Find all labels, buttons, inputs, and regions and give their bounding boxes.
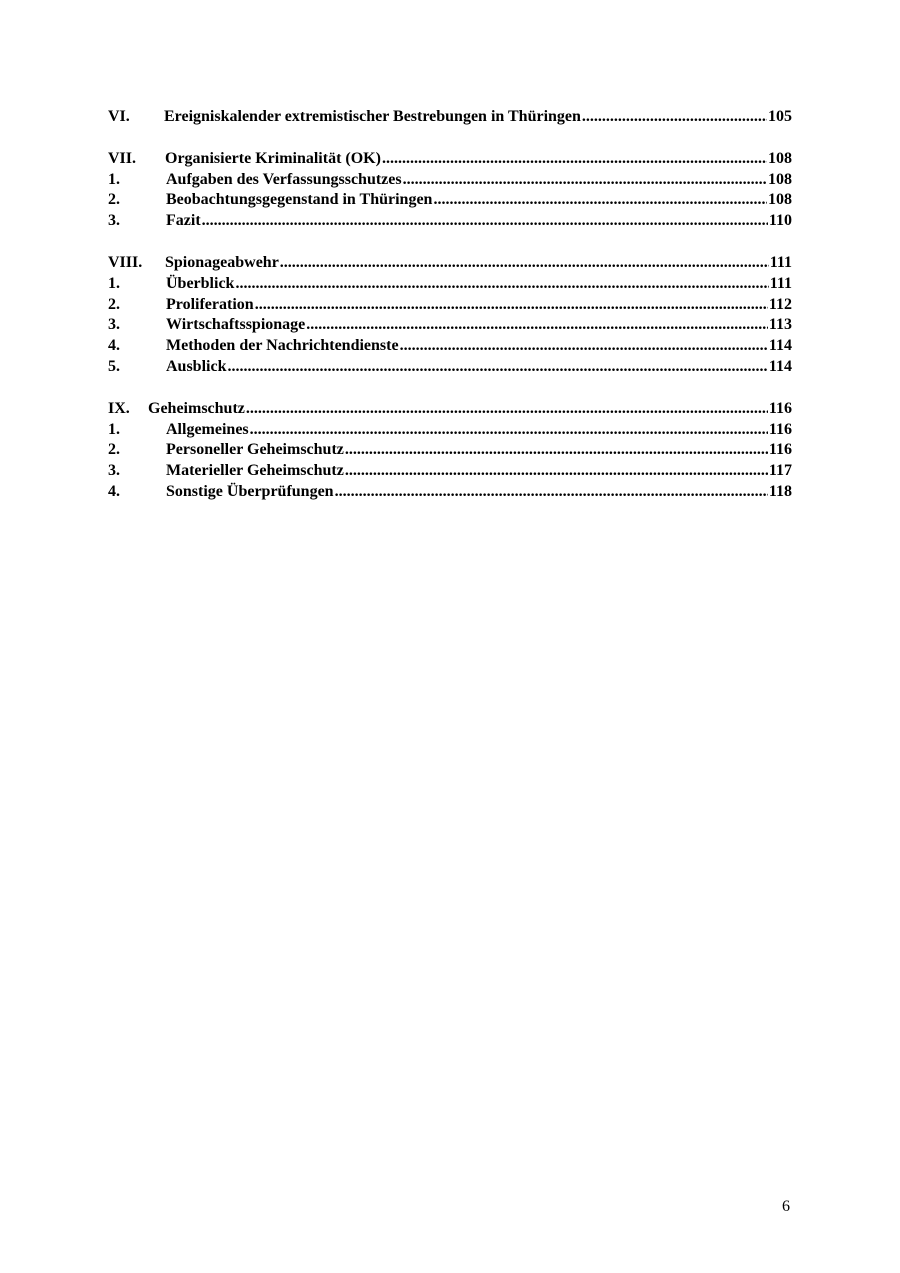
- page-ref: 112: [768, 295, 792, 313]
- dot-leader: [582, 107, 767, 128]
- subsection-title: Wirtschaftsspionage: [166, 316, 306, 334]
- toc-subentry: [108, 170, 792, 191]
- subsection-number: 1.: [108, 170, 120, 188]
- subsection-number: 5.: [108, 357, 120, 375]
- subsection-number: 4.: [108, 482, 120, 500]
- toc-subentry: [108, 357, 792, 378]
- toc-subentry: [108, 190, 792, 211]
- dot-leader: [382, 149, 767, 170]
- subsection-title: Materieller Geheimschutz: [166, 462, 344, 480]
- section-title: Organisierte Kriminalität (OK): [165, 149, 381, 167]
- dot-leader: [202, 211, 768, 232]
- toc-subentry: [108, 336, 792, 357]
- page-number: 6: [782, 1198, 790, 1215]
- page-ref: 114: [768, 337, 792, 355]
- page-ref: 105: [768, 108, 792, 125]
- toc-entry: [108, 253, 792, 274]
- page-ref: 110: [768, 212, 792, 230]
- subsection-title: Sonstige Überprüfungen: [166, 482, 334, 500]
- page-ref: 108: [768, 149, 792, 167]
- subsection-title: Personeller Geheimschutz: [166, 441, 344, 459]
- dot-leader: [235, 274, 768, 295]
- section-number: VIII.: [108, 253, 143, 271]
- page-ref: 108: [768, 170, 792, 188]
- subsection-title: Ausblick: [166, 357, 227, 375]
- toc-section: [108, 399, 792, 503]
- toc-section: [108, 107, 792, 128]
- dot-leader: [345, 440, 768, 461]
- toc-subentry: [108, 482, 792, 503]
- section-number: IX.: [108, 399, 130, 417]
- toc-subentry: [108, 420, 792, 441]
- dot-leader: [335, 482, 768, 503]
- page-ref: 111: [769, 253, 792, 271]
- dot-leader: [255, 295, 768, 316]
- table-of-contents: [108, 107, 792, 524]
- section-title: Spionageabwehr: [165, 253, 279, 271]
- section-number: VII.: [108, 149, 137, 167]
- subsection-title: Aufgaben des Verfassungsschutzes: [166, 170, 402, 188]
- page-ref: 118: [768, 482, 792, 500]
- dot-leader: [306, 315, 768, 336]
- dot-leader: [345, 461, 768, 482]
- dot-leader: [227, 357, 767, 378]
- toc-section: [108, 253, 792, 378]
- subsection-number: 2.: [108, 441, 120, 459]
- subsection-title: Fazit: [166, 212, 201, 230]
- subsection-title: Beobachtungsgegenstand in Thüringen: [166, 191, 433, 209]
- toc-subentry: [108, 440, 792, 461]
- page-ref: 114: [768, 357, 792, 375]
- subsection-number: 3.: [108, 462, 120, 480]
- page-ref: 117: [768, 462, 792, 480]
- page-ref: 113: [768, 316, 792, 334]
- subsection-number: 3.: [108, 316, 120, 334]
- toc-subentry: [108, 315, 792, 336]
- section-title: Geheimschutz: [148, 399, 245, 417]
- subsection-title: Allgemeines: [166, 420, 249, 438]
- section-number: VI.: [108, 108, 130, 125]
- subsection-title: Überblick: [166, 274, 235, 292]
- subsection-title: Proliferation: [166, 295, 254, 313]
- toc-entry: [108, 399, 792, 420]
- dot-leader: [246, 399, 768, 420]
- subsection-number: 2.: [108, 295, 120, 313]
- toc-entry: [108, 107, 792, 128]
- toc-entry: [108, 149, 792, 170]
- toc-subentry: [108, 295, 792, 316]
- page-ref: 108: [768, 191, 792, 209]
- toc-subentry: [108, 461, 792, 482]
- subsection-title: Methoden der Nachrichtendienste: [166, 337, 399, 355]
- toc-section: [108, 149, 792, 232]
- page-ref: 116: [768, 420, 792, 438]
- page-ref: 111: [769, 274, 792, 292]
- dot-leader: [403, 170, 767, 191]
- dot-leader: [433, 190, 767, 211]
- subsection-number: 2.: [108, 191, 120, 209]
- dot-leader: [250, 420, 768, 441]
- page-ref: 116: [768, 441, 792, 459]
- subsection-number: 1.: [108, 274, 120, 292]
- dot-leader: [400, 336, 768, 357]
- subsection-number: 4.: [108, 337, 120, 355]
- subsection-number: 3.: [108, 212, 120, 230]
- section-title: Ereigniskalender extremistischer Bestrebungen in Thüringen: [164, 108, 581, 125]
- toc-subentry: [108, 211, 792, 232]
- toc-subentry: [108, 274, 792, 295]
- page-ref: 116: [768, 399, 792, 417]
- subsection-number: 1.: [108, 420, 120, 438]
- dot-leader: [280, 253, 769, 274]
